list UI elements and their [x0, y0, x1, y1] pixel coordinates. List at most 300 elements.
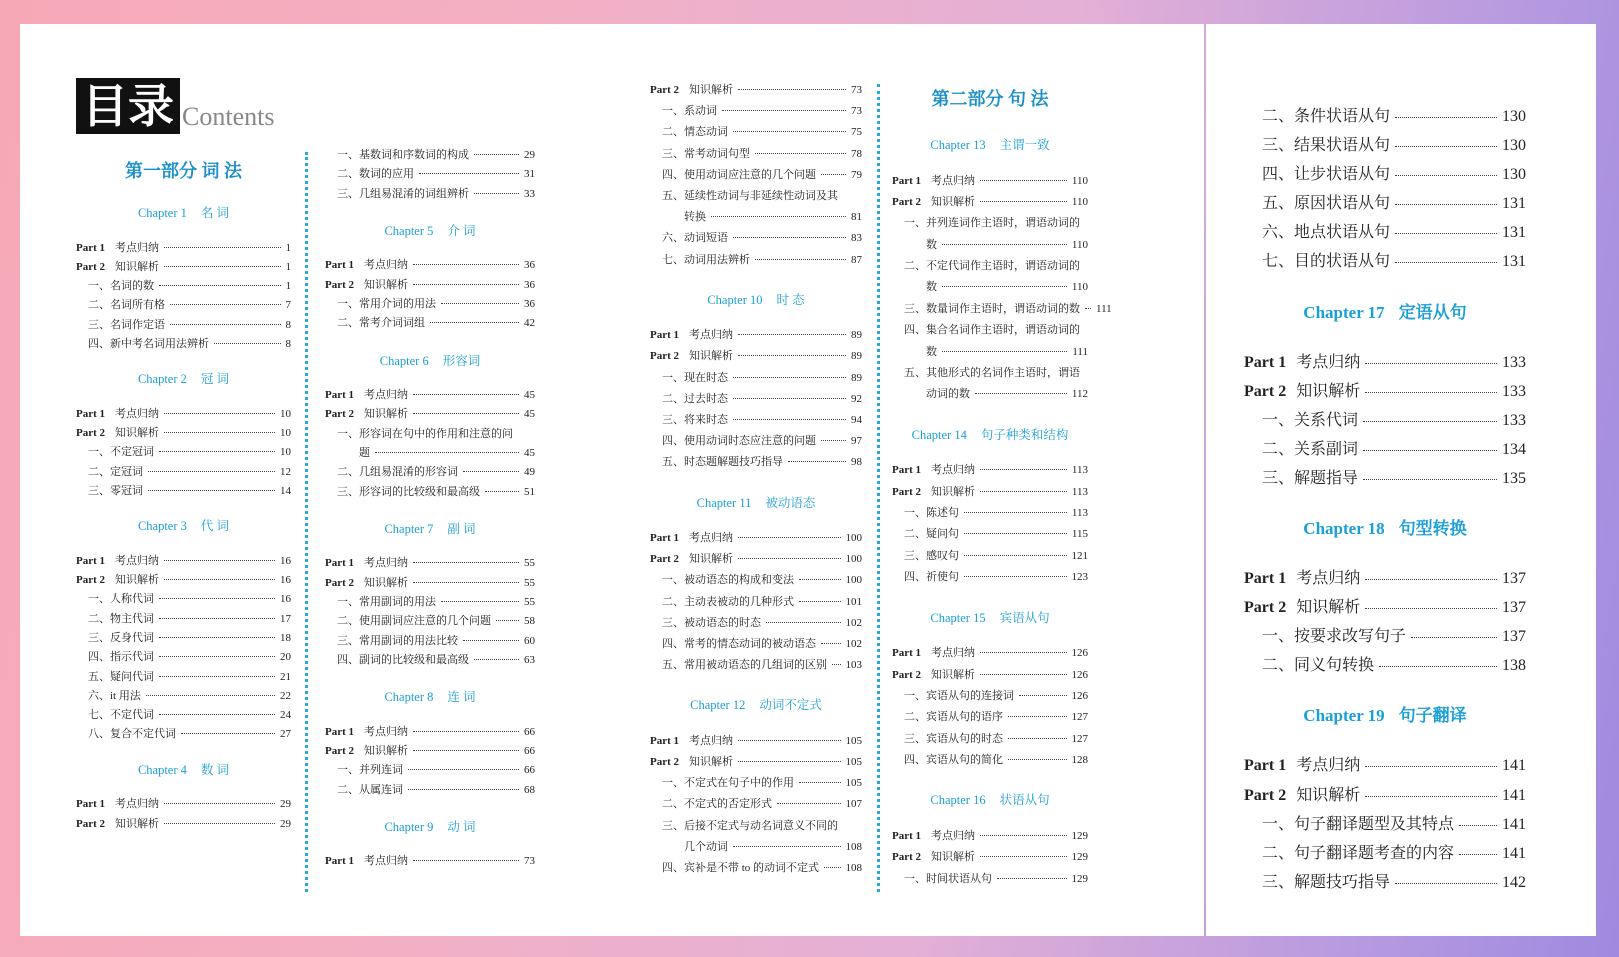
page-number: 135: [1502, 469, 1526, 487]
toc-entry[interactable]: [325, 761, 535, 780]
toc-entry[interactable]: [892, 546, 1088, 567]
dot-leader: [413, 562, 519, 563]
dot-leader: [419, 173, 519, 174]
toc-part-entry[interactable]: [892, 826, 1088, 847]
toc-entry[interactable]: [76, 629, 291, 648]
page-number: 51: [524, 485, 535, 498]
toc-entry[interactable]: [76, 316, 291, 335]
dot-leader: [733, 237, 846, 238]
entry-label: 四、使用动词时态应注意的问题: [662, 435, 816, 448]
entry-label: 二、宾语从句的语序: [904, 711, 1003, 724]
part-number: Part 2: [325, 408, 355, 421]
toc-part-entry[interactable]: [650, 346, 862, 367]
entry-label: 七、目的状语从句: [1262, 253, 1391, 271]
chapter-title: 时 态: [776, 292, 805, 307]
toc-part-entry[interactable]: [325, 405, 535, 424]
entry-label: 二、过去时态: [662, 392, 728, 405]
toc-entry[interactable]: [325, 463, 535, 482]
entry-label: 知识解析: [364, 744, 409, 757]
toc-entry[interactable]: [76, 296, 291, 315]
chapter-heading[interactable]: [892, 424, 1088, 447]
entry-label: 考点归纳: [115, 798, 160, 811]
page-number: 10: [280, 446, 291, 459]
toc-entry[interactable]: [76, 277, 291, 296]
toc-entry[interactable]: [650, 410, 862, 431]
part-number: Part 2: [1244, 382, 1287, 400]
chapter-title: 定语从句: [1398, 302, 1467, 322]
page-number: 73: [851, 105, 862, 118]
chapter-number: Chapter 2: [137, 372, 187, 387]
toc-entry[interactable]: [650, 122, 862, 143]
dot-leader: [942, 244, 1067, 245]
dot-leader: [964, 555, 1067, 556]
toc-part-entry[interactable]: [650, 752, 862, 773]
dot-leader: [413, 413, 519, 414]
chapter-heading[interactable]: [892, 607, 1088, 630]
toc-part-entry[interactable]: [76, 424, 291, 443]
toc-entry[interactable]: [892, 277, 1088, 298]
chapter-heading[interactable]: [650, 492, 862, 515]
dot-leader: [832, 664, 841, 665]
chapter-title: 句子翻译: [1398, 706, 1467, 726]
toc-entry[interactable]: [650, 570, 862, 591]
dot-leader: [1395, 204, 1497, 205]
chapter-title: 形容词: [442, 353, 481, 368]
toc-entry[interactable]: [892, 524, 1088, 545]
toc-entry[interactable]: [325, 146, 535, 165]
chapter-number: Chapter 13: [930, 138, 986, 152]
dot-leader: [1365, 796, 1497, 797]
entry-label: 七、动词用法辨析: [662, 253, 750, 266]
toc-entry[interactable]: [1244, 406, 1526, 435]
page-number: 123: [1071, 571, 1088, 584]
toc-part-entry[interactable]: [76, 571, 291, 590]
part-number: Part 1: [325, 855, 355, 868]
chapter-heading[interactable]: [325, 350, 535, 373]
toc-entry[interactable]: [76, 590, 291, 609]
toc-entry[interactable]: [1244, 102, 1526, 131]
page-number: 130: [1502, 166, 1526, 184]
toc-entry[interactable]: [1244, 160, 1526, 189]
entry-label: 知识解析: [689, 350, 734, 363]
chapter-heading[interactable]: [325, 816, 535, 839]
dot-leader: [413, 582, 519, 583]
chapter-title: 代 词: [200, 519, 230, 534]
toc-part-entry[interactable]: [1244, 348, 1526, 377]
entry-label: 五、延续性动词与非延续性动词及其: [662, 189, 838, 202]
entry-label: 二、情态动词: [662, 126, 728, 139]
dot-leader: [170, 304, 281, 305]
toc-part-entry[interactable]: [325, 574, 535, 593]
dot-leader: [980, 469, 1067, 470]
dot-leader: [733, 398, 846, 399]
dot-leader: [1008, 759, 1067, 760]
toc-entry[interactable]: [76, 725, 291, 744]
toc-entry[interactable]: [325, 593, 535, 612]
page-number: 128: [1071, 754, 1088, 767]
toc-entry[interactable]: [650, 613, 862, 634]
toc-part-entry[interactable]: [325, 276, 535, 295]
toc-entry[interactable]: [325, 165, 535, 184]
dot-leader: [463, 471, 519, 472]
entry-label: 二、常考介词词组: [337, 317, 425, 330]
entry-label: 二、条件状语从句: [1262, 108, 1391, 125]
toc-entry[interactable]: [1244, 435, 1526, 464]
entry-label: 一、现在时态: [662, 371, 728, 384]
page-number: 78: [851, 147, 862, 160]
entry-label: 四、宾补是不带 to 的动词不定式: [662, 861, 820, 874]
toc-entry[interactable]: [1244, 189, 1526, 218]
page-number: 134: [1502, 440, 1526, 458]
dot-leader: [1459, 854, 1497, 855]
chapter-heading[interactable]: [325, 518, 535, 541]
toc-entry[interactable]: [325, 483, 535, 502]
toc-entry[interactable]: [892, 567, 1088, 588]
toc-entry[interactable]: [892, 342, 1088, 363]
entry-label: 考点归纳: [689, 532, 734, 544]
toc-entry[interactable]: [892, 729, 1088, 750]
toc-entry[interactable]: [76, 668, 291, 687]
dot-leader: [159, 656, 275, 657]
page-number: 110: [1071, 195, 1088, 208]
dot-leader: [733, 377, 846, 378]
toc-part-entry[interactable]: [892, 192, 1088, 213]
toc-part-entry[interactable]: [892, 643, 1088, 664]
toc-entry[interactable]: [892, 299, 1112, 320]
dot-leader: [430, 322, 519, 323]
toc-entry[interactable]: [650, 592, 862, 613]
toc-entry[interactable]: [76, 463, 291, 482]
page-number: 27: [280, 728, 291, 741]
chapter-heading[interactable]: [76, 515, 291, 538]
dot-leader: [1363, 479, 1497, 480]
page-number: 127: [1071, 711, 1088, 724]
toc-entry[interactable]: [325, 444, 535, 463]
page-number: 68: [524, 783, 535, 796]
chapter-heading[interactable]: [76, 368, 291, 391]
dot-leader: [408, 769, 519, 770]
entry-label: 二、不定代词作主语时，谓语动词的: [904, 260, 1080, 273]
dot-leader: [413, 860, 519, 861]
page-number: 87: [851, 253, 862, 266]
toc-title: 目录: [82, 79, 174, 133]
toc-part-entry[interactable]: [1244, 593, 1526, 622]
toc-entry[interactable]: [76, 335, 291, 354]
toc-entry[interactable]: [892, 750, 1088, 771]
toc-part-entry[interactable]: [325, 256, 535, 275]
toc-entry[interactable]: [1244, 247, 1526, 276]
page-number: 126: [1071, 647, 1088, 660]
page-number: 131: [1502, 195, 1526, 213]
toc-entry[interactable]: [76, 687, 291, 706]
entry-label: 考点归纳: [689, 734, 734, 747]
chapter-number: Chapter 6: [379, 353, 429, 368]
dot-leader: [821, 643, 841, 644]
toc-part-entry[interactable]: [1244, 781, 1526, 810]
page-number: 100: [845, 574, 862, 587]
chapter-heading[interactable]: [76, 202, 291, 225]
dot-leader: [1395, 233, 1497, 234]
toc-entry[interactable]: [650, 431, 862, 452]
page-number: 101: [845, 595, 862, 608]
toc-part-entry[interactable]: [650, 549, 862, 570]
chapter-heading[interactable]: [76, 759, 291, 782]
toc-title-box: [76, 78, 180, 134]
dot-leader: [1379, 666, 1497, 667]
entry-label: 六、it 用法: [88, 689, 141, 702]
page-number: 105: [845, 734, 862, 747]
page-number: 60: [524, 634, 535, 647]
entry-label: 三、反身代词: [88, 631, 154, 644]
toc-entry[interactable]: [325, 425, 535, 444]
chapter-heading[interactable]: [325, 686, 535, 709]
toc-part-entry[interactable]: [892, 171, 1088, 192]
entry-label: 六、动词短语: [662, 232, 728, 245]
toc-part-entry[interactable]: [325, 742, 535, 761]
toc-entry[interactable]: [892, 707, 1088, 728]
toc-entry[interactable]: [76, 648, 291, 667]
entry-label: 四、常考的情态动词的被动语态: [662, 637, 816, 650]
toc-entry[interactable]: [892, 235, 1088, 256]
toc-part-entry[interactable]: [892, 847, 1088, 868]
page-number: 36: [524, 278, 535, 291]
page-number: 112: [1071, 388, 1088, 401]
chapter-number: Chapter 18: [1303, 519, 1385, 539]
toc-entry[interactable]: [650, 144, 862, 165]
page-number: 110: [1071, 238, 1088, 251]
dot-leader: [474, 193, 519, 194]
toc-entry[interactable]: [650, 794, 862, 815]
chapter-number: Chapter 14: [911, 427, 967, 442]
chapter-number: Chapter 5: [384, 223, 434, 238]
toc-part-entry[interactable]: [76, 239, 291, 258]
toc-entry[interactable]: [892, 686, 1088, 707]
toc-entry[interactable]: [892, 213, 1088, 234]
toc-entry[interactable]: [325, 612, 535, 631]
entry-label: 三、形容词的比较级和最高级: [337, 485, 480, 498]
toc-entry[interactable]: [650, 368, 862, 389]
toc-entry[interactable]: [892, 320, 1088, 341]
entry-label: 四、让步状语从句: [1262, 166, 1391, 184]
page-number: 45: [524, 408, 535, 421]
toc-part-entry[interactable]: [1244, 377, 1526, 406]
page-number: 141: [1502, 786, 1526, 804]
entry-label: 二、使用副词应注意的几个问题: [337, 615, 491, 628]
toc-part-entry[interactable]: [325, 554, 535, 573]
toc-entry[interactable]: [892, 869, 1088, 890]
chapter-heading[interactable]: [1244, 299, 1526, 326]
toc-entry[interactable]: [650, 773, 862, 794]
entry-label: 三、感叹句: [904, 549, 959, 562]
dot-leader: [146, 695, 275, 696]
page-number: 103: [845, 659, 862, 672]
dot-leader: [980, 491, 1067, 492]
toc-part-entry[interactable]: [76, 405, 291, 424]
dot-leader: [159, 598, 275, 599]
toc-entry[interactable]: [650, 207, 862, 228]
entry-label: 一、常用副词的用法: [337, 595, 436, 608]
toc-entry[interactable]: [650, 228, 862, 249]
chapter-heading[interactable]: [892, 134, 1088, 157]
dot-leader: [164, 579, 275, 580]
toc-part-entry[interactable]: [76, 815, 291, 834]
toc-entry[interactable]: [650, 655, 862, 676]
toc-part-entry[interactable]: [650, 731, 862, 752]
toc-entry[interactable]: [325, 651, 535, 670]
entry-label: 知识解析: [689, 553, 734, 566]
entry-label: 知识解析: [931, 668, 976, 681]
chapter-number: Chapter 16: [930, 793, 986, 808]
part-number: Part 1: [325, 557, 355, 570]
page-number: 131: [1502, 253, 1526, 271]
entry-label: 知识解析: [364, 408, 409, 421]
entry-label: 转换: [684, 211, 706, 224]
page-number: 16: [280, 554, 291, 567]
dot-leader: [1395, 175, 1497, 176]
toc-entry[interactable]: [325, 185, 535, 204]
toc-entry[interactable]: [892, 503, 1088, 524]
page-number: 133: [1502, 382, 1526, 400]
chapter-heading[interactable]: [650, 694, 862, 717]
page-number: 126: [1071, 668, 1088, 681]
dot-leader: [441, 303, 519, 304]
toc-entry[interactable]: [76, 706, 291, 725]
toc-entry[interactable]: [892, 384, 1088, 405]
entry-label: 二、物主代词: [88, 612, 154, 625]
page-number: 36: [524, 297, 535, 310]
toc-entry[interactable]: [1244, 868, 1526, 897]
entry-label: 二、关系副词: [1262, 440, 1359, 458]
entry-label: 三、名词作定语: [88, 318, 165, 331]
entry-label: 一、关系代词: [1262, 411, 1359, 429]
toc-entry[interactable]: [650, 452, 862, 473]
entry-label: 一、名词的数: [88, 280, 154, 293]
part-number: Part 1: [325, 389, 355, 402]
toc-entry[interactable]: [892, 363, 1088, 384]
dot-leader: [738, 537, 840, 538]
page-number: 1: [285, 260, 291, 273]
toc-entry[interactable]: [325, 314, 535, 333]
toc-entry[interactable]: [1244, 218, 1526, 247]
toc-entry[interactable]: [1244, 464, 1526, 493]
toc-entry[interactable]: [650, 101, 862, 122]
toc-part-entry[interactable]: [892, 482, 1088, 503]
toc-entry[interactable]: [325, 632, 535, 651]
toc-entry[interactable]: [325, 295, 535, 314]
part-number: Part 1: [76, 798, 106, 811]
dot-leader: [821, 440, 846, 441]
toc-entry[interactable]: [1244, 839, 1526, 868]
entry-label: 考点归纳: [364, 725, 409, 738]
entry-label: 考点归纳: [115, 554, 160, 567]
page-number: 130: [1502, 108, 1526, 125]
toc-entry[interactable]: [1244, 131, 1526, 160]
chapter-heading[interactable]: [892, 789, 1088, 812]
toc-entry[interactable]: [650, 389, 862, 410]
chapter-heading[interactable]: [1244, 702, 1526, 729]
toc-entry[interactable]: [76, 443, 291, 462]
page-number: 75: [851, 126, 862, 139]
part-number: Part 2: [892, 668, 922, 681]
toc-entry[interactable]: [650, 816, 862, 837]
dot-leader: [964, 576, 1067, 577]
entry-label: 三、被动语态的时态: [662, 616, 761, 629]
dot-leader: [824, 867, 840, 868]
toc-entry[interactable]: [1244, 810, 1526, 839]
chapter-heading[interactable]: [650, 289, 862, 312]
toc-column-1: [76, 154, 291, 834]
toc-entry[interactable]: [1244, 651, 1526, 680]
toc-part-entry[interactable]: [325, 723, 535, 742]
dot-leader: [441, 601, 519, 602]
toc-part-entry[interactable]: [650, 80, 862, 101]
toc-part-entry[interactable]: [892, 460, 1088, 481]
entry-label: 数: [926, 345, 937, 358]
toc-entry[interactable]: [650, 186, 862, 207]
toc-part-entry[interactable]: [1244, 564, 1526, 593]
entry-label: 一、不定式在句子中的作用: [662, 777, 794, 790]
toc-entry[interactable]: [892, 256, 1088, 277]
dot-leader: [164, 266, 280, 267]
toc-part-entry[interactable]: [650, 325, 862, 346]
entry-label: 考点归纳: [115, 407, 160, 420]
toc-part-entry[interactable]: [1244, 751, 1526, 780]
toc-entry[interactable]: [650, 165, 862, 186]
dot-leader: [170, 324, 281, 325]
left-page: [20, 24, 1204, 936]
entry-label: 数: [926, 281, 937, 294]
chapter-number: Chapter 9: [384, 819, 434, 834]
page-number: 108: [845, 840, 862, 853]
chapter-heading[interactable]: [325, 220, 535, 243]
toc-entry[interactable]: [1244, 622, 1526, 651]
chapter-heading[interactable]: [1244, 515, 1526, 542]
toc-entry[interactable]: [650, 858, 862, 879]
dot-leader: [980, 856, 1066, 857]
toc-entry[interactable]: [650, 250, 862, 271]
dot-leader: [997, 878, 1067, 879]
toc-part-entry[interactable]: [76, 552, 291, 571]
toc-part-entry[interactable]: [650, 528, 862, 549]
dot-leader: [164, 823, 275, 824]
toc-entry[interactable]: [650, 634, 862, 655]
dot-leader: [413, 731, 519, 732]
toc-entry[interactable]: [650, 837, 862, 858]
toc-part-entry[interactable]: [76, 795, 291, 814]
dot-leader: [159, 676, 275, 677]
page-number: 115: [1071, 528, 1088, 541]
toc-part-entry[interactable]: [325, 386, 535, 405]
page-number: 100: [845, 553, 862, 566]
toc-entry[interactable]: [76, 610, 291, 629]
entry-label: 一、并列连词: [337, 764, 403, 777]
toc-part-entry[interactable]: [325, 852, 535, 871]
toc-part-entry[interactable]: [892, 665, 1088, 686]
toc-entry[interactable]: [76, 482, 291, 501]
page-number: 137: [1502, 599, 1526, 617]
entry-label: 知识解析: [689, 84, 734, 96]
dot-leader: [159, 451, 275, 452]
entry-label: 六、地点状语从句: [1262, 224, 1391, 242]
toc-part-entry[interactable]: [76, 258, 291, 277]
toc-entry[interactable]: [325, 781, 535, 800]
entry-label: 一、宾语从句的连接词: [904, 689, 1014, 702]
page-number: 100: [845, 532, 862, 544]
dot-leader: [964, 533, 1067, 534]
dot-leader: [711, 216, 846, 217]
page-number: 1: [285, 280, 291, 293]
page-number: 20: [280, 651, 291, 664]
